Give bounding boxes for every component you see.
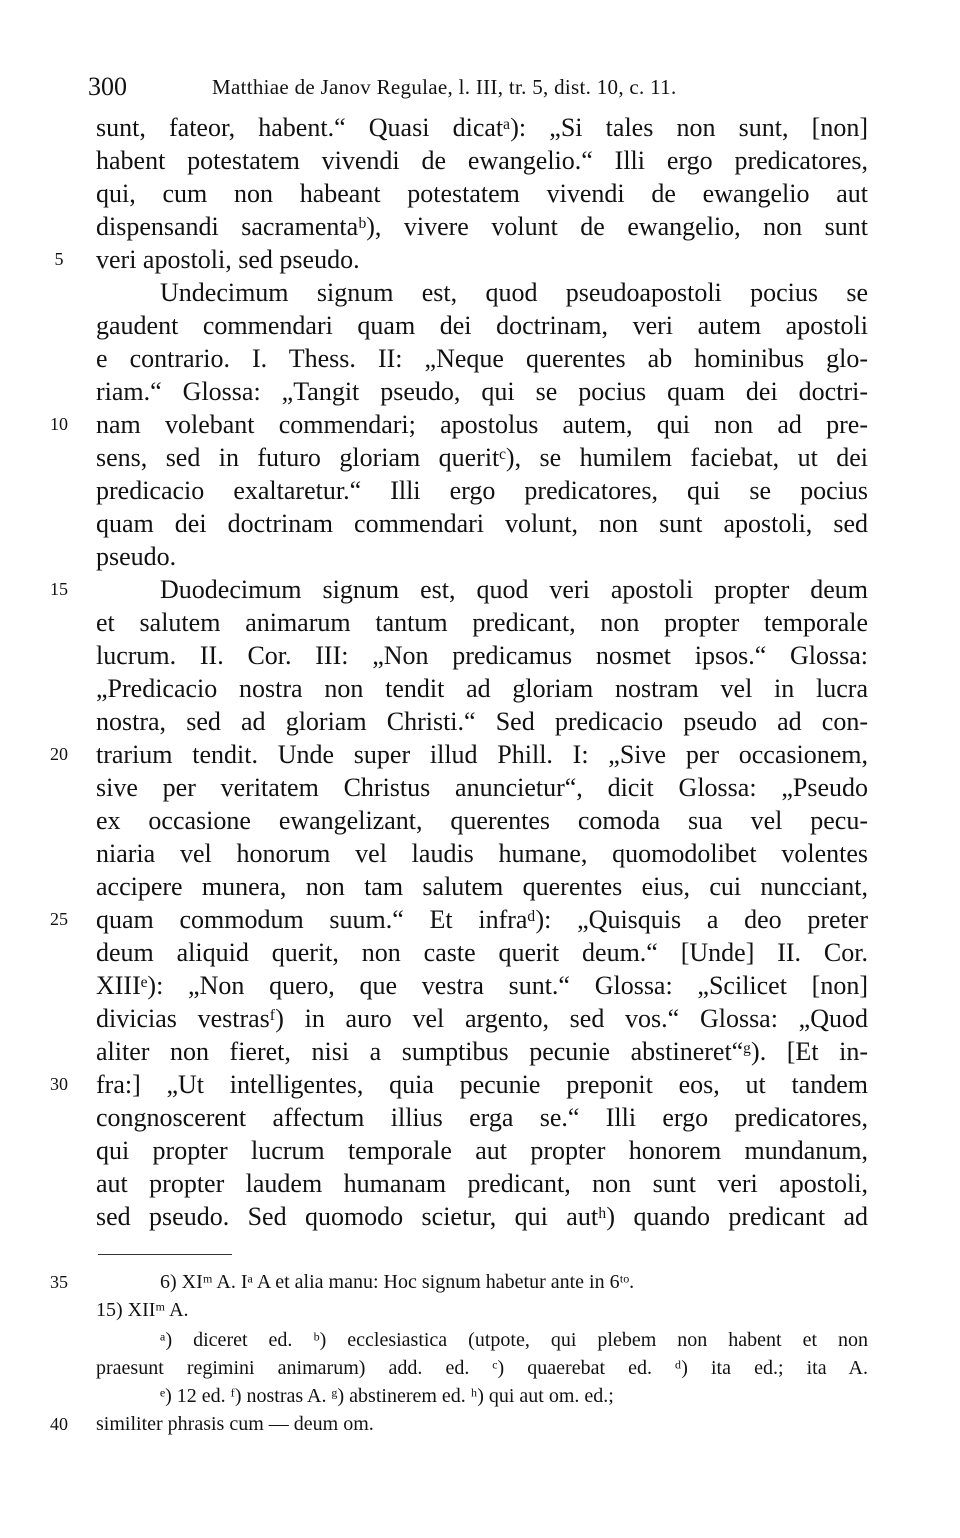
text-line: dispensandi sacramentaᵇ), vivere volunt de ewangelio, non sunt <box>96 212 868 241</box>
line-number: 25 <box>50 909 68 929</box>
text-line: sive per veritatem Christus anuncietur“, dicit Glossa: „Pseudo <box>96 773 868 802</box>
text-line: qui, cum non habeant potestatem vivendi de ewangelio aut <box>96 179 868 208</box>
text-line: nostra, sed ad gloriam Christi.“ Sed predicacio pseudo ad con- <box>96 707 868 736</box>
text-line: predicacio exaltaretur.“ Illi ergo predicatores, qui se pocius <box>96 476 868 505</box>
text-line: quam commodum suum.“ Et infraᵈ): „Quisquis a deo preter <box>96 905 868 934</box>
text-line: ex occasione ewangelizant, querentes comoda sua vel pecu- <box>96 806 868 835</box>
text-line: gaudent commendari quam dei doctrinam, veri autem apostoli <box>96 311 868 340</box>
text-line: sens, sed in futuro gloriam queritᶜ), se humilem faciebat, ut dei <box>96 443 868 472</box>
text-line: riam.“ Glossa: „Tangit pseudo, qui se pocius quam dei doctri- <box>96 377 868 406</box>
footnote-line: similiter phrasis cum — deum om. <box>96 1413 374 1435</box>
text-line: trarium tendit. Unde super illud Phill. I: „Sive per occasionem, <box>96 740 868 769</box>
text-line: e contrario. I. Thess. II: „Neque querentes ab hominibus glo- <box>96 344 868 373</box>
text-line: XIIIᵉ): „Non quero, que vestra sunt.“ Glossa: „Scilicet [non] <box>96 971 868 1000</box>
text-line: aut propter laudem humanam predicant, non sunt veri apostoli, <box>96 1169 868 1198</box>
text-line: pseudo. <box>96 542 177 571</box>
running-header <box>88 72 888 102</box>
text-line: deum aliquid querit, non caste querit deum.“ [Unde] II. Cor. <box>96 938 868 967</box>
text-line: Duodecimum signum est, quod veri apostoli propter deum <box>160 575 868 604</box>
text-line: nam volebant commendari; apostolus autem, qui non ad pre- <box>96 410 868 439</box>
footnote-divider <box>98 1254 232 1255</box>
text-line: congnoscerent affectum illius erga se.“ Illi ergo predicatores, <box>96 1103 868 1132</box>
text-line: Undecimum signum est, quod pseudoapostoli pocius se <box>160 278 868 307</box>
line-number: 5 <box>54 249 64 269</box>
footnote-line: 15) XIIᵐ A. <box>96 1299 189 1321</box>
text-line: habent potestatem vivendi de ewangelio.“ Illi ergo predicatores, <box>96 146 868 175</box>
text-line: sed pseudo. Sed quomodo scietur, qui autʰ) quando predicant ad <box>96 1202 868 1231</box>
text-line: fra:] „Ut intelligentes, quia pecunie preponit eos, ut tandem <box>96 1070 868 1099</box>
text-line: veri apostoli, sed pseudo. <box>96 245 360 274</box>
line-number: 10 <box>50 414 68 434</box>
line-number: 40 <box>50 1414 68 1434</box>
text-line: accipere munera, non tam salutem querentes eius, cui nuncciant, <box>96 872 868 901</box>
text-line: qui propter lucrum temporale aut propter honorem mundanum, <box>96 1136 868 1165</box>
text-line: lucrum. II. Cor. III: „Non predicamus nosmet ipsos.“ Glossa: <box>96 641 868 670</box>
text-line: niaria vel honorum vel laudis humane, quomodolibet volentes <box>96 839 868 868</box>
text-line: sunt, fateor, habent.“ Quasi dicatᵃ): „Si tales non sunt, [non] <box>96 113 868 142</box>
line-number: 15 <box>50 579 68 599</box>
text-line: „Predicacio nostra non tendit ad gloriam nostram vel in lucra <box>96 674 868 703</box>
page-number: 300 <box>88 72 127 101</box>
line-number: 30 <box>50 1074 68 1094</box>
line-number: 35 <box>50 1272 68 1292</box>
footnote-line: ᵃ) diceret ed. ᵇ) ecclesiastica (utpote, qui plebem non habent et non <box>160 1329 868 1351</box>
footnote-line: 6) XIᵐ A. Iᵃ A et alia manu: Hoc signum habetur ante in 6ᵗᵒ. <box>160 1271 635 1293</box>
text-line: divicias vestrasᶠ) in auro vel argento, sed vos.“ Glossa: „Quod <box>96 1004 868 1033</box>
footnote-line: praesunt regimini animarum) add. ed. ᶜ) quaerebat ed. ᵈ) ita ed.; ita A. <box>96 1357 868 1379</box>
text-line: aliter non fieret, nisi a sumptibus pecunie abstineret“ᵍ). [Et in- <box>96 1037 868 1066</box>
line-number: 20 <box>50 744 68 764</box>
running-title: Matthiae de Janov Regulae, l. III, tr. 5, dist. 10, c. 11. <box>212 75 677 99</box>
footnote-line: ᵉ) 12 ed. ᶠ) nostras A. ᵍ) abstinerem ed. ʰ) qui aut om. ed.; <box>160 1385 614 1407</box>
text-line: et salutem animarum tantum predicant, non propter temporale <box>96 608 868 637</box>
text-line: quam dei doctrinam commendari volunt, non sunt apostoli, sed <box>96 509 868 538</box>
